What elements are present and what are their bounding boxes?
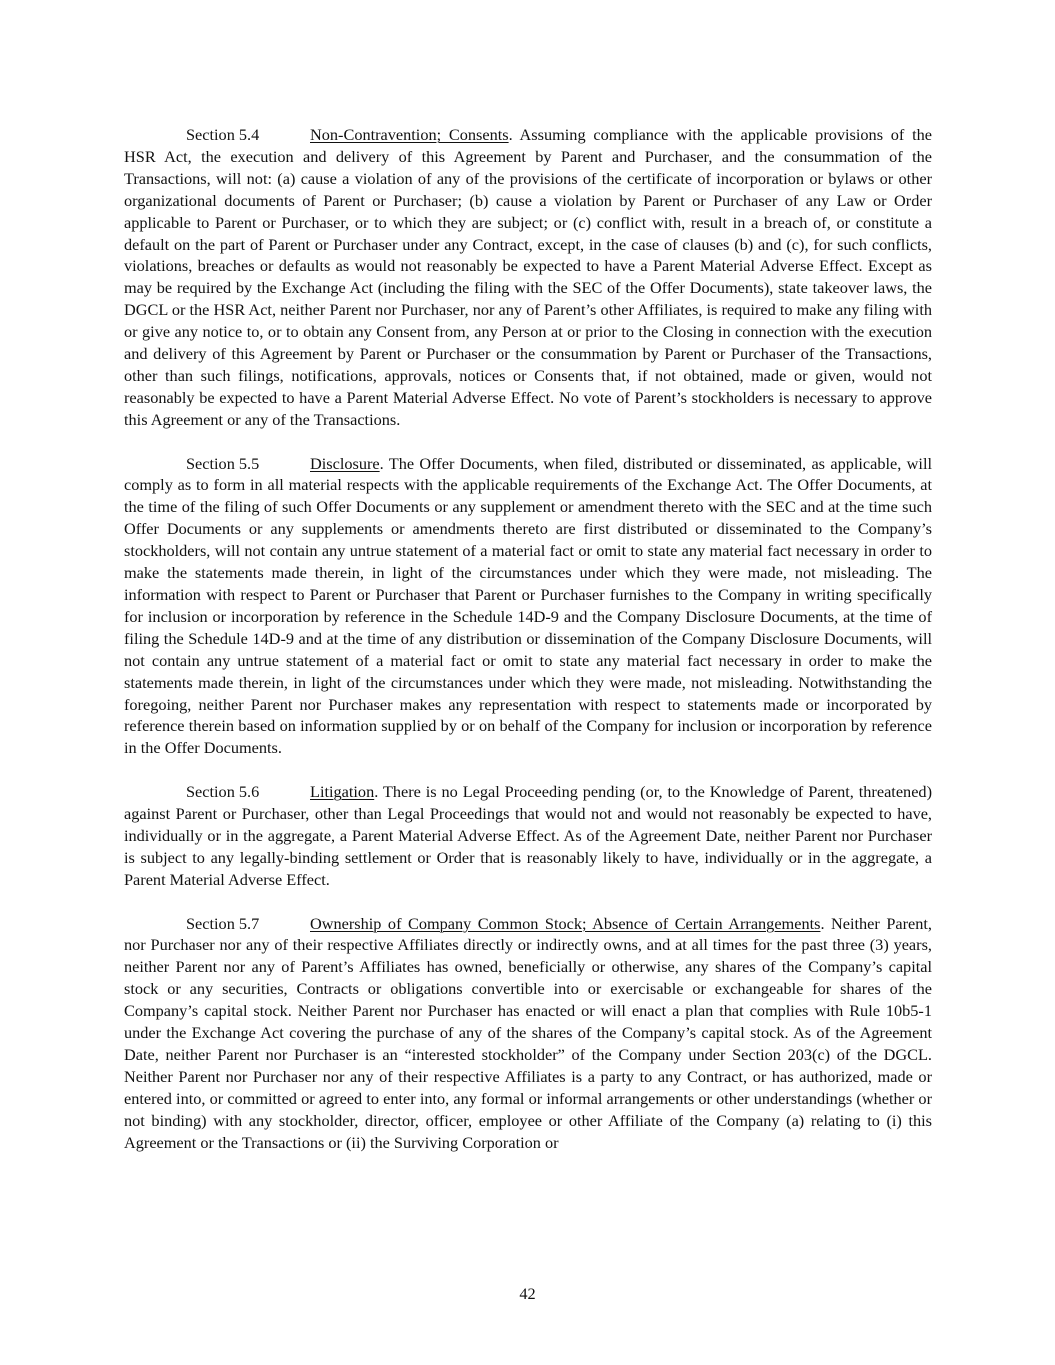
- section-body: . The Offer Documents, when filed, distributed or disseminated, as applicable, will comply as to form in all material respects with the applicable requirements of the Exchange Act. The Offer Documents, at the time of the filing of such Offer Documents or any supplement or amendment thereto with the SEC and at the time such Offer Documents or any supplements or amendments thereto are first distributed or disseminated to the Company’s stockholders, will not contain any untrue statement of a material fact or omit to state any material fact necessary in order to make the statements made therein, in light of the circumstances under which they were made, not misleading. The information with respect to Parent or Purchaser that Parent or Purchaser furnishes to the Company in writing specifically for inclusion or incorporation by reference in the Schedule 14D-9 and the Company Disclosure Documents, at the time of filing the Schedule 14D-9 and at the time of any distribution or dissemination of the Company Disclosure Documents, will not contain any untrue statement of a material fact or omit to state any material fact necessary in order to make the statements made therein, in light of the circumstances under which they were made, not misleading. Notwithstanding the foregoing, neither Parent nor Purchaser makes any representation with respect to statements made or incorporated by reference therein based on information supplied by or on behalf of the Company for inclusion or incorporation by reference in the Offer Documents.: [124, 453, 932, 758]
- section-number: Section 5.4: [186, 125, 260, 144]
- section-body: . Assuming compliance with the applicable provisions of the HSR Act, the execution and delivery of this Agreement by Parent and Purchaser, and the consummation of the Transactions, will not: (a) cause a violation of any of the provisions of the certificate of incorporation or bylaws or other organizational documents of Parent or Purchaser; (b) cause a violation by Parent or Purchaser of any Law or Order applicable to Parent or Purchaser, or to which they are subject; or (c) conflict with, result in a breach of, or constitute a default on the part of Parent or Purchaser under any Contract, except, in the case of clauses (b) and (c), for such conflicts, violations, breaches or defaults as would not reasonably be expected to have a Parent Material Adverse Effect. Except as may be required by the Exchange Act (including the filing with the SEC of the Offer Documents), state takeover laws, the DGCL or the HSR Act, neither Parent nor Purchaser, nor any of Parent’s other Affiliates, is required to make any filing with or give any notice to, or to obtain any Consent from, any Person at or prior to the Closing in connection with the execution and delivery of this Agreement by Parent or Purchaser or the consummation by Parent or Purchaser of the Transactions, other than such filings, notifications, approvals, notices or Consents that, if not obtained, made or given, would not reasonably be expected to have a Parent Material Adverse Effect. No vote of Parent’s stockholders is necessary to approve this Agreement or any of the Transactions.: [124, 125, 933, 429]
- section-body: . Neither Parent, nor Purchaser nor any of their respective Affiliates directly or indirectly owns, and at all times for the past three (3) years, neither Parent nor any of Parent’s Affiliates has owned, beneficially or otherwise, any shares of the Company’s capital stock or any securities, Contracts or obligations convertible into or exercisable or exchangeable for shares of the Company’s capital stock. Neither Parent nor Purchaser has enacted or will enact a plan that complies with Rule 10b5-1 under the Exchange Act covering the purchase of any of the shares of the Company’s capital stock. As of the Agreement Date, neither Parent nor Purchaser is an “interested stockholder” of the Company under Section 203(c) of the DGCL. Neither Parent nor Purchaser nor any of their respective Affiliates is a party to any Contract, or has authorized, made or entered into, or committed or agreed to enter into, any formal or informal arrangements or other understandings (whether or not binding) with any stockholder, director, officer, employee or other Affiliate of the Company (a) relating to (i) this Agreement or the Transactions or (ii) the Surviving Corporation or: [124, 913, 932, 1152]
- section-5-4: [124, 124, 932, 431]
- document-page: [124, 124, 932, 1175]
- section-5-5: [124, 453, 932, 760]
- section-heading: Litigation: [310, 782, 375, 802]
- section-body: . There is no Legal Proceeding pending (or, to the Knowledge of Parent, threatened) against Parent or Purchaser, other than Legal Proceedings that would not and would not reasonably be expected to have, individually or in the aggregate, a Parent Material Adverse Effect. As of the Agreement Date, neither Parent nor Purchaser is subject to any legally-binding settlement or Order that is reasonably likely to have, individually or in the aggregate, a Parent Material Adverse Effect.: [124, 782, 932, 889]
- section-5-6: [124, 781, 932, 891]
- section-5-7: [124, 913, 932, 1154]
- section-heading: Disclosure: [310, 453, 380, 473]
- section-number: Section 5.7: [186, 913, 260, 933]
- page-number: 42: [519, 1284, 536, 1303]
- section-number: Section 5.5: [186, 453, 260, 473]
- section-number: Section 5.6: [186, 782, 260, 802]
- section-heading: Non-Contravention; Consents: [310, 125, 509, 144]
- section-heading: Ownership of Company Common Stock; Absence of Certain Arrangements: [310, 913, 821, 933]
